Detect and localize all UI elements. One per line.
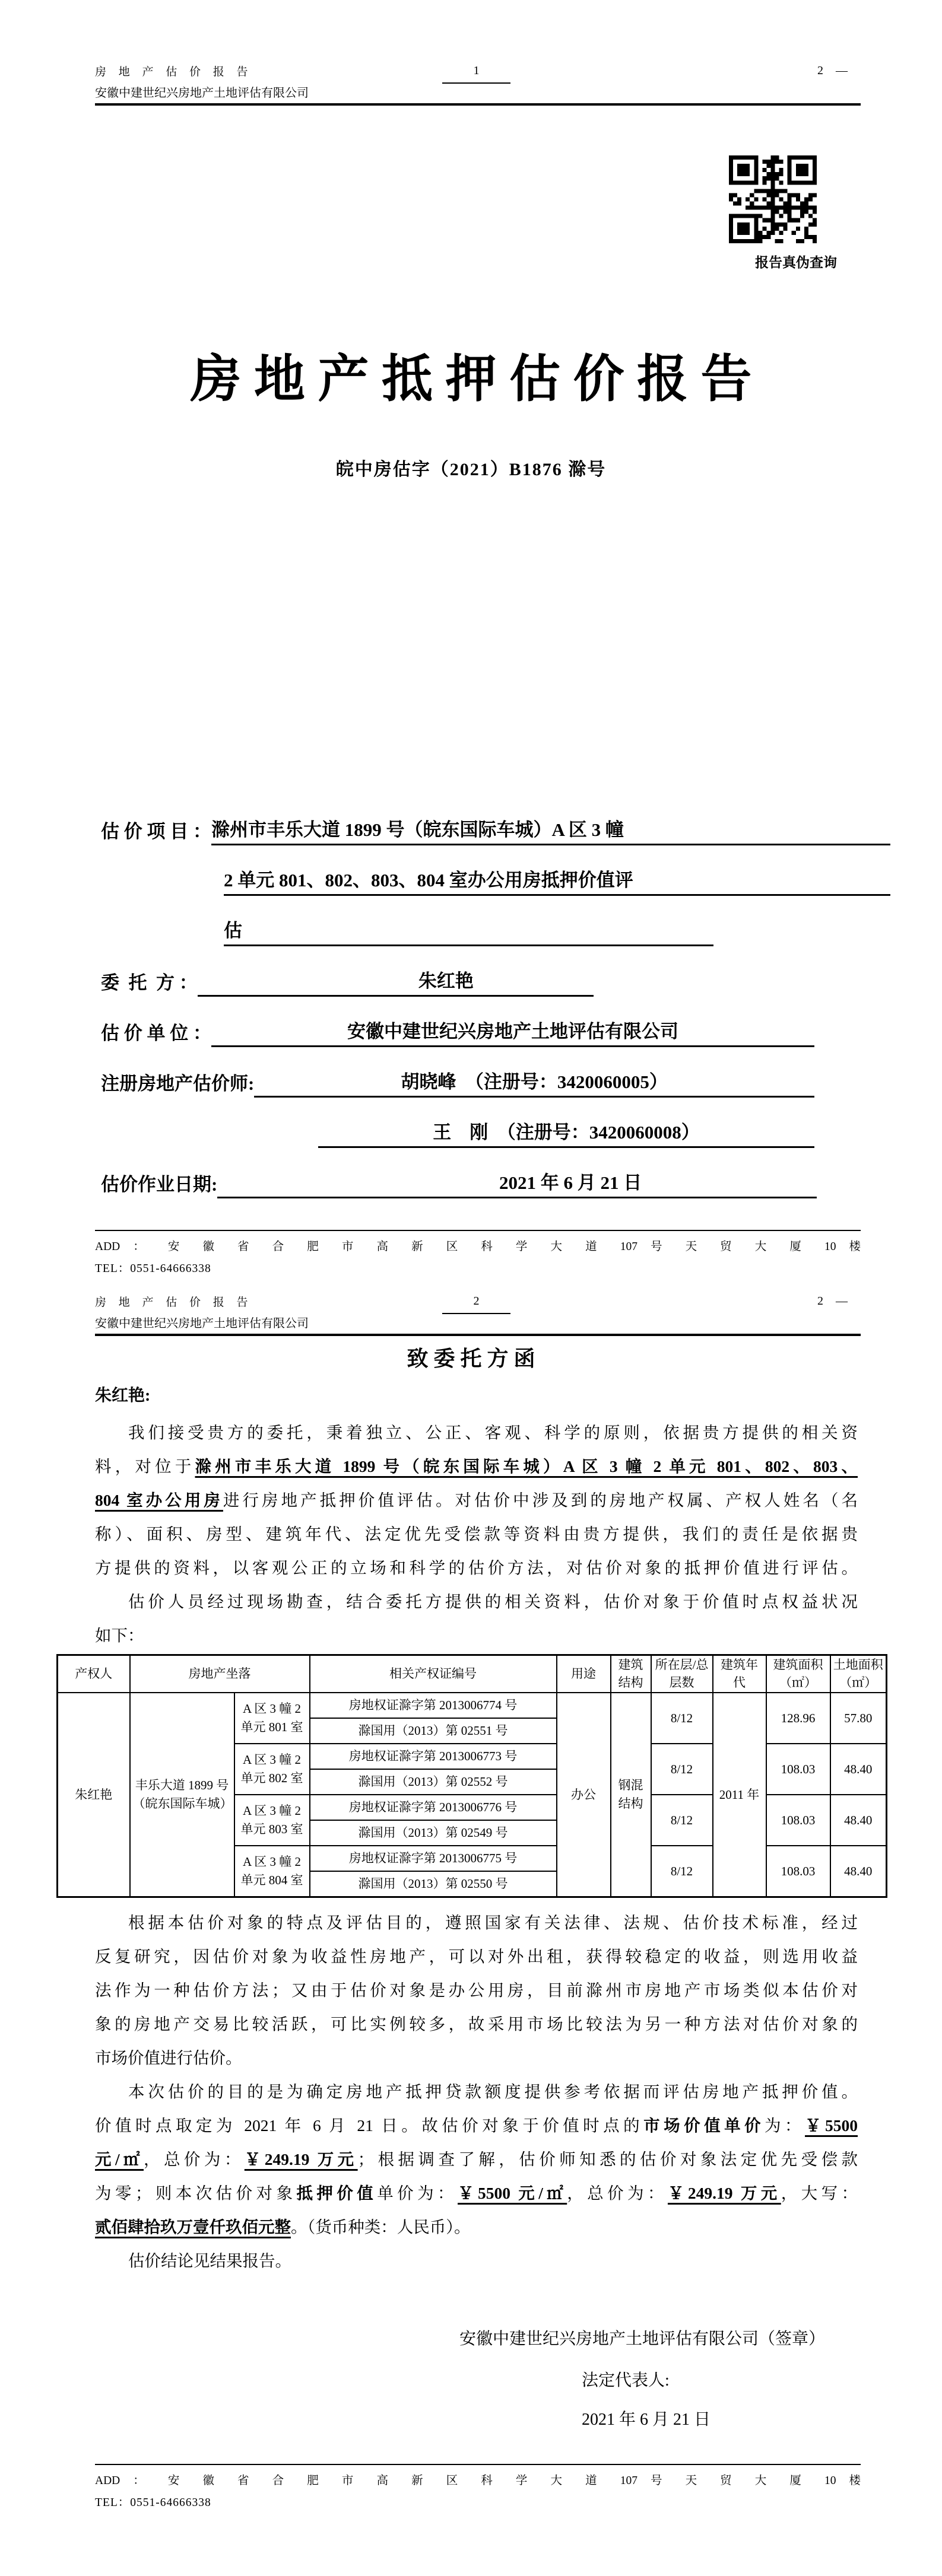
letter-text-segment: 。（货币种类：人民币）。 [291, 2218, 471, 2236]
page-number-center: 2 [442, 1295, 510, 1314]
letter-text-segment: ￥249.19 万元 [244, 2150, 358, 2168]
field-client-label: 委 托 方 ： [101, 972, 198, 993]
floor-cell: 8/12 [651, 1795, 713, 1846]
location-cell: 丰乐大道 1899 号（皖东国际车城） [130, 1693, 234, 1897]
footer-address: ADD ： 安 徽 省 合 肥 市 高 新 区 科 学 大 道 107 号 天 贸 大 厦 10 楼 [95, 2475, 861, 2487]
letter-text-segment: 抵押价值 [296, 2184, 378, 2202]
field-appraisal-project-line2-value: 2 单元 801、802、803、804 室办公用房抵押价值评 [224, 865, 890, 896]
letter-line [95, 1551, 858, 1585]
table-row [58, 1693, 887, 1718]
letter-text-segment: 价值时点取定为 2021 年 6 月 21 日。故估价对象于价值时点的 [95, 2116, 644, 2135]
letter-text-segment: 估价结论见结果报告。 [128, 2251, 291, 2270]
field-appraisal-agency-row [101, 997, 890, 1047]
unit-cell: A 区 3 幢 2 单元 803 室 [234, 1795, 310, 1846]
letter-body-part1 [95, 1416, 858, 1652]
letter-text-segment: ￥5500 [805, 2116, 858, 2135]
unit-cell: A 区 3 幢 2 单元 804 室 [234, 1846, 310, 1897]
field-registered-appraiser-2-value: 王 刚 （注册号：3420060008） [318, 1117, 814, 1148]
letter-line [95, 1483, 858, 1517]
letter-line [95, 2210, 858, 2244]
header-company-name: 安徽中建世纪兴房地产土地评估有限公司 [95, 87, 309, 100]
page2-footer [95, 2464, 861, 2510]
letter-text-segment: 804 室办公用房 [95, 1491, 223, 1509]
footer-address: ADD ： 安 徽 省 合 肥 市 高 新 区 科 学 大 道 107 号 天 贸 大 厦 10 楼 [95, 1241, 861, 1253]
building-area-cell: 128.96 [766, 1693, 830, 1744]
floor-cell: 8/12 [651, 1744, 713, 1795]
structure-cell: 钢混结构 [611, 1693, 651, 1897]
letter-title: 致 委 托 方 函 [407, 1347, 535, 1370]
floor-cell: 8/12 [651, 1846, 713, 1897]
letter-text-segment: 元/㎡ [95, 2150, 144, 2168]
floor-cell: 8/12 [651, 1693, 713, 1744]
field-appraisal-project-label: 估 价 项 目 ： [101, 821, 211, 842]
letter-line [95, 1517, 858, 1551]
letter-text-segment: 根据本估价对象的特点及评估目的，遵照国家有关法律、法规、估价技术标准，经过 [128, 1913, 858, 1932]
page-number-right: 2 — [817, 1295, 852, 1308]
letter-text-segment: ，总价为： [144, 2150, 245, 2168]
field-appraisal-agency-label: 估 价 单 位 ： [101, 1023, 211, 1044]
field-registered-appraiser-1-label: 注册房地产估价师: [101, 1073, 255, 1094]
letter-text-segment: 称）、面积、房型、建筑年代、法定优先受偿款等资料由贵方提供，我们的责任是依据贵 [95, 1525, 858, 1543]
building-area-cell: 108.03 [766, 1846, 830, 1897]
letter-text-segment: 方提供的资料，以客观公正的立场和科学的估价方法，对估价对象的抵押价值进行评估。 [95, 1559, 858, 1577]
header-building-area: 建筑面积（㎡） [766, 1655, 830, 1693]
letter-text-segment: 贰佰肆拾玖万壹仟玖佰元整 [95, 2218, 291, 2236]
signature-company: 安徽中建世纪兴房地产土地评估有限公司（签章） [459, 2330, 825, 2348]
field-appraisal-agency-value: 安徽中建世纪兴房地产土地评估有限公司 [211, 1016, 814, 1047]
letter-line [95, 2244, 858, 2278]
header-structure: 建筑结构 [611, 1655, 651, 1693]
land-area-cell: 48.40 [830, 1846, 887, 1897]
field-appraisal-project-line3-value: 估 [224, 915, 713, 946]
letter-text-segment: 市场价值进行估价。 [95, 2049, 242, 2067]
land-cert-cell: 滁国用（2013）第 02551 号 [310, 1718, 557, 1744]
letter-text-segment: ；根据调查了解，估价师知悉的估价对象法定优先受偿款 [357, 2150, 858, 2168]
letter-line [95, 1416, 858, 1449]
table-header-row [58, 1655, 887, 1693]
field-appraisal-project-line2-row [101, 845, 890, 896]
letter-text-segment: ，总价为： [567, 2184, 668, 2202]
header-floor: 所在层/总层数 [651, 1655, 713, 1693]
cover-fields [101, 795, 890, 1198]
letter-text-segment: 单价为： [377, 2184, 458, 2202]
field-appraisal-date-value: 2021 年 6 月 21 日 [217, 1168, 817, 1198]
letter-line [95, 2176, 858, 2210]
letter-text-segment: ，大写： [781, 2184, 858, 2202]
land-area-cell: 57.80 [830, 1693, 887, 1744]
letter-line [95, 1585, 858, 1618]
property-cert-cell: 房地权证滁字第 2013006774 号 [310, 1693, 557, 1718]
header-location: 房地产坐落 [130, 1655, 310, 1693]
usage-cell: 办公 [557, 1693, 611, 1897]
property-cert-cell: 房地权证滁字第 2013006773 号 [310, 1744, 557, 1769]
letter-text-segment: 为零；则本次估价对象 [95, 2184, 297, 2202]
page-number-center: 1 [442, 64, 510, 84]
letter-text-segment: 法作为一种估价方法；又由于估价对象是办公用房，目前滁州市房地产市场类似本估价对 [95, 1981, 858, 1999]
property-rights-table [56, 1654, 887, 1898]
letter-text-segment: 估价人员经过现场勘查，结合委托方提供的相关资料，估价对象于价值时点权益状况 [128, 1592, 858, 1611]
header-report-type: 房 地 产 估 价 报 告 [95, 1296, 253, 1309]
field-appraisal-project-value: 滁州市丰乐大道 1899 号（皖东国际车城）A 区 3 幢 [211, 815, 890, 845]
land-cert-cell: 滁国用（2013）第 02552 号 [310, 1769, 557, 1795]
building-area-cell: 108.03 [766, 1744, 830, 1795]
letter-text-segment: 滁州市丰乐大道 1899 号（皖东国际车城）A 区 3 幢 2 单元 801、802、803、 [195, 1457, 858, 1475]
header-year: 建筑年代 [713, 1655, 766, 1693]
letter-line [95, 1973, 858, 2007]
letter-line [95, 1618, 858, 1652]
land-area-cell: 48.40 [830, 1795, 887, 1846]
header-land-area: 土地面积（㎡） [830, 1655, 887, 1693]
qr-label: 报告真伪查询 [755, 255, 837, 270]
year-cell: 2011 年 [713, 1693, 766, 1897]
letter-line [95, 1449, 858, 1483]
signature-block [95, 2326, 858, 2430]
letter-line [95, 2108, 858, 2142]
unit-cell: A 区 3 幢 2 单元 802 室 [234, 1744, 310, 1795]
qr-code [729, 155, 848, 246]
field-client-value: 朱红艳 [198, 966, 594, 997]
property-cert-cell: 房地权证滁字第 2013006775 号 [310, 1846, 557, 1871]
building-area-cell: 108.03 [766, 1795, 830, 1846]
letter-text-segment: 如下： [95, 1626, 144, 1645]
field-appraisal-project-line3-row [101, 896, 890, 946]
property-cert-cell: 房地权证滁字第 2013006776 号 [310, 1795, 557, 1820]
page1-header [95, 63, 861, 106]
letter-text-segment: 象的房地产交易比较活跃，可比实例较多，故采用市场比较法为另一种方法对估价对象的 [95, 2015, 858, 2033]
header-report-type: 房 地 产 估 价 报 告 [95, 66, 253, 78]
report-number: 皖中房估字（2021）B1876 滁号 [335, 460, 607, 479]
page2-header [95, 1293, 861, 1336]
header-company-name: 安徽中建世纪兴房地产土地评估有限公司 [95, 1317, 309, 1330]
footer-telephone: TEL：0551-64666338 [95, 2497, 211, 2509]
field-client-row [101, 946, 890, 997]
letter-text-segment: 为： [765, 2116, 805, 2135]
field-registered-appraiser-2-row [101, 1098, 890, 1148]
letter-line [95, 1906, 858, 1939]
signature-date: 2021 年 6 月 21 日 [582, 2410, 711, 2429]
letter-text-segment: 我们接受贵方的委托，秉着独立、公正、客观、科学的原则，依据贵方提供的相关资 [128, 1423, 858, 1442]
page1-footer [95, 1230, 861, 1276]
owner-cell: 朱红艳 [58, 1693, 130, 1897]
letter-line [95, 2007, 858, 2041]
letter-line [95, 2142, 858, 2176]
letter-text-segment: 市场价值单价 [643, 2116, 765, 2135]
letter-text-segment: ￥249.19 万元 [667, 2184, 781, 2202]
footer-telephone: TEL：0551-64666338 [95, 1262, 211, 1275]
header-cert-no: 相关产权证编号 [310, 1655, 557, 1693]
field-registered-appraiser-1-value: 胡晓峰 （注册号：3420060005） [254, 1067, 814, 1098]
qr-block [729, 155, 848, 271]
letter-line [95, 2041, 858, 2075]
land-cert-cell: 滁国用（2013）第 02550 号 [310, 1871, 557, 1897]
letter-text-segment: ￥5500 元/㎡ [458, 2184, 567, 2202]
field-appraisal-date-label: 估价作业日期: [101, 1174, 218, 1195]
field-appraisal-project-row [101, 795, 890, 845]
letter-salutation: 朱红艳: [95, 1386, 151, 1405]
header-owner: 产权人 [58, 1655, 130, 1693]
signature-legal-representative: 法定代表人: [582, 2371, 670, 2390]
letter-line [95, 2075, 858, 2108]
header-usage: 用途 [557, 1655, 611, 1693]
land-area-cell: 48.40 [830, 1744, 887, 1795]
letter-body-part2 [95, 1906, 858, 2278]
letter-text-segment: 料，对位于 [95, 1457, 195, 1475]
land-cert-cell: 滁国用（2013）第 02549 号 [310, 1820, 557, 1846]
unit-cell: A 区 3 幢 2 单元 801 室 [234, 1693, 310, 1744]
letter-text-segment: 进行房地产抵押价值评估。对估价中涉及到的房地产权属、产权人姓名（名 [223, 1491, 858, 1509]
page-number-right: 2 — [817, 64, 852, 77]
field-registered-appraiser-1-row [101, 1047, 890, 1098]
letter-line [95, 1939, 858, 1973]
letter-text-segment: 本次估价的目的是为确定房地产抵押贷款额度提供参考依据而评估房地产抵押价值。 [128, 2082, 858, 2101]
letter-text-segment: 反复研究，因估价对象为收益性房地产，可以对外出租，获得较稳定的收益，则选用收益 [95, 1947, 858, 1966]
report-title: 房 地 产 抵 押 估 价 报 告 [190, 351, 752, 408]
field-appraisal-date-row [101, 1148, 890, 1198]
